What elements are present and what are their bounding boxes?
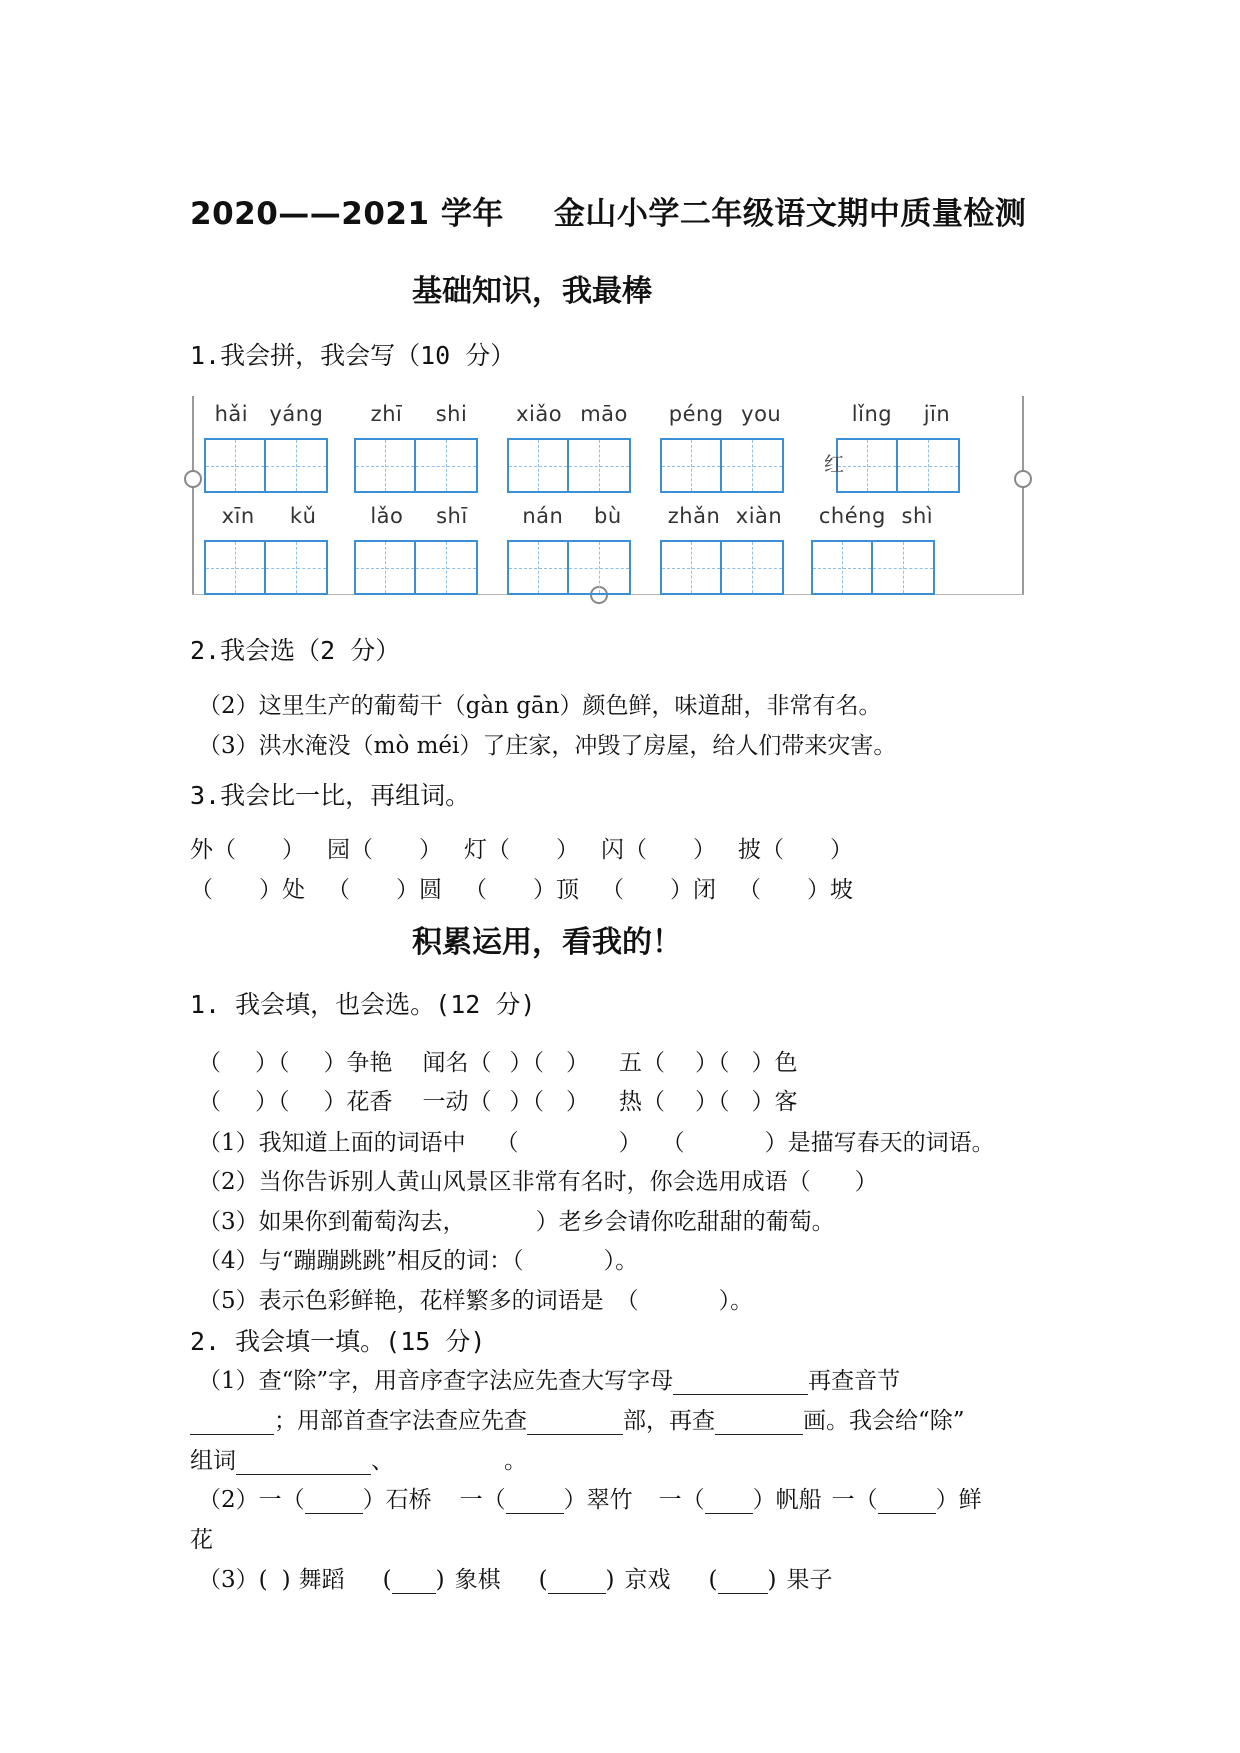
p2-line-6: （3）( ) 舞蹈 ( ) 象棋 ( ) 京戏 ( ) 果子 xyxy=(198,1567,833,1593)
p1-line-5: （5）表示色彩鲜艳，花样繁多的词语是 （ ）。 xyxy=(198,1288,754,1314)
pinyin-item xyxy=(660,402,790,493)
pinyin-syllable: shì xyxy=(901,504,934,528)
q2-line-3: （3）洪水淹没（mò méi）了庄家，冲毁了房屋，给人们带来灾害。 xyxy=(198,733,897,759)
writing-cell[interactable] xyxy=(204,438,266,493)
writing-cell[interactable] xyxy=(660,540,722,595)
pinyin-item xyxy=(354,402,484,493)
writing-cells xyxy=(354,540,484,595)
pinyin-syllable: xīn xyxy=(221,504,255,528)
writing-cells xyxy=(354,438,484,493)
answer-blank[interactable] xyxy=(392,1567,436,1594)
pinyin-item xyxy=(836,402,966,493)
writing-cells xyxy=(811,540,941,595)
answer-blank[interactable] xyxy=(236,1448,371,1475)
q1-heading: 1.我会拼，我会写（10 分） xyxy=(190,341,516,370)
writing-cell[interactable] xyxy=(722,438,784,493)
pinyin-syllable: kǔ xyxy=(289,504,317,528)
section-title-usage: 积累运用，看我的！ xyxy=(412,925,682,960)
writing-cell[interactable] xyxy=(507,540,569,595)
p1-heading: 1. 我会填，也会选。(12 分) xyxy=(190,990,536,1019)
pinyin-item xyxy=(204,402,334,493)
p2-line-4: （2）一（ ）石桥 一（ ）翠竹 一（ ）帆船 一（ ）鲜 xyxy=(198,1487,982,1513)
pinyin-writing-grid xyxy=(192,396,1024,595)
writing-cell[interactable] xyxy=(204,540,266,595)
pinyin-syllable: hǎi xyxy=(214,402,249,426)
binder-ring xyxy=(184,470,202,488)
writing-cell[interactable] xyxy=(354,438,416,493)
writing-cells xyxy=(507,438,637,493)
exam-name: 金山小学二年级语文期中质量检测 xyxy=(553,196,1027,232)
writing-cell[interactable] xyxy=(569,540,631,595)
pinyin-item xyxy=(507,402,637,493)
writing-cell[interactable] xyxy=(416,438,478,493)
pinyin-syllable: lǎo xyxy=(370,504,404,528)
pinyin-syllable: nán xyxy=(522,504,564,528)
p2-line-3: 组词 、 。 xyxy=(190,1448,527,1474)
q2-heading: 2.我会选（2 分） xyxy=(190,636,401,665)
writing-cells xyxy=(507,540,637,595)
writing-cells xyxy=(204,438,334,493)
answer-blank[interactable] xyxy=(305,1487,363,1514)
writing-cell[interactable] xyxy=(811,540,873,595)
writing-cell[interactable] xyxy=(898,438,960,493)
pinyin-syllable: shī xyxy=(436,504,468,528)
pinyin-syllable: you xyxy=(741,402,782,426)
pinyin-item xyxy=(204,504,334,595)
p1-line-2: （2）当你告诉别人黄山风景区非常有名时，你会选用成语（ ） xyxy=(198,1169,878,1195)
idiom-row-1: （ ）（ ）争艳 闻名（ ）（ ） 五（ ）（ ）色 xyxy=(198,1050,798,1076)
answer-blank[interactable] xyxy=(673,1368,808,1395)
p1-line-4: （4）与“蹦蹦跳跳”相反的词：（ ）。 xyxy=(198,1248,639,1274)
pinyin-syllable: lǐng xyxy=(851,402,893,426)
p1-line-3: （3）如果你到葡萄沟去， ）老乡会请你吃甜甜的葡萄。 xyxy=(198,1209,835,1235)
pinyin-label xyxy=(836,402,966,432)
pinyin-item xyxy=(660,504,790,595)
writing-cell[interactable] xyxy=(354,540,416,595)
compare-row-1: 外（ ） 园（ ） 灯（ ） 闪（ ） 披（ ） xyxy=(190,837,853,863)
answer-blank[interactable] xyxy=(190,1408,274,1435)
pinyin-syllable: xiàn xyxy=(735,504,783,528)
pinyin-syllable: zhǎn xyxy=(667,504,721,528)
writing-cell[interactable] xyxy=(722,540,784,595)
pinyin-label xyxy=(204,504,334,534)
school-year: 2020——2021 学年 xyxy=(190,196,504,232)
pinyin-label xyxy=(660,402,790,432)
answer-blank[interactable] xyxy=(718,1567,768,1594)
pinyin-syllable: māo xyxy=(580,402,628,426)
answer-blank[interactable] xyxy=(548,1567,606,1594)
writing-cell[interactable] xyxy=(836,438,898,493)
page-title xyxy=(190,188,1026,233)
answer-blank[interactable] xyxy=(506,1487,564,1514)
p2-line-5: 花 xyxy=(190,1527,213,1553)
pinyin-label xyxy=(354,504,484,534)
pinyin-syllable: chéng xyxy=(818,504,886,528)
pinyin-label xyxy=(811,504,941,534)
q2-line-2: （2）这里生产的葡萄干（gàn gān）颜色鲜，味道甜，非常有名。 xyxy=(198,693,882,719)
writing-cells xyxy=(836,438,966,493)
writing-cell[interactable] xyxy=(416,540,478,595)
pinyin-label xyxy=(507,504,637,534)
idiom-row-2: （ ）（ ）花香 一动（ ）（ ） 热（ ）（ ）客 xyxy=(198,1089,798,1115)
p2-line-2: ；用部首查字法查应先查 部，再查 画。我会给“除” xyxy=(190,1402,965,1435)
section-title-basics: 基础知识，我最棒 xyxy=(412,274,652,309)
writing-cell[interactable] xyxy=(266,540,328,595)
pinyin-syllable: bù xyxy=(594,504,622,528)
binder-ring xyxy=(1014,470,1032,488)
writing-cells xyxy=(204,540,334,595)
p2-line-1: （1）查“除”字，用音序查字法应先查大写字母 再查音节 xyxy=(198,1368,901,1394)
pinyin-syllable: shi xyxy=(435,402,468,426)
pinyin-label xyxy=(204,402,334,432)
pinyin-syllable: yáng xyxy=(269,402,324,426)
writing-cells xyxy=(660,438,790,493)
writing-cell[interactable] xyxy=(569,438,631,493)
answer-blank[interactable] xyxy=(715,1408,803,1435)
p1-line-1: （1）我知道上面的词语中 （ ） （ ）是描写春天的词语。 xyxy=(198,1130,995,1156)
pinyin-label xyxy=(354,402,484,432)
writing-cell[interactable] xyxy=(873,540,935,595)
p2-heading: 2. 我会填一填。(15 分) xyxy=(190,1327,486,1356)
pinyin-item xyxy=(811,504,941,595)
answer-blank[interactable] xyxy=(878,1487,936,1514)
writing-cell[interactable] xyxy=(507,438,569,493)
writing-cell[interactable] xyxy=(660,438,722,493)
pinyin-syllable: jīn xyxy=(923,402,951,426)
answer-blank[interactable] xyxy=(705,1487,753,1514)
prefix-char: 红 xyxy=(824,452,844,476)
pinyin-syllable: xiǎo xyxy=(516,402,563,426)
pinyin-syllable: zhī xyxy=(370,402,403,426)
pinyin-item xyxy=(507,504,637,595)
pinyin-syllable: péng xyxy=(668,402,724,426)
pinyin-label xyxy=(660,504,790,534)
pinyin-item xyxy=(354,504,484,595)
answer-blank[interactable] xyxy=(527,1408,623,1435)
q3-heading: 3.我会比一比，再组词。 xyxy=(190,781,471,810)
writing-cell[interactable] xyxy=(266,438,328,493)
writing-cells xyxy=(660,540,790,595)
compare-row-2: （ ）处 （ ）圆 （ ）顶 （ ）闭 （ ）坡 xyxy=(190,877,853,903)
pinyin-label xyxy=(507,402,637,432)
